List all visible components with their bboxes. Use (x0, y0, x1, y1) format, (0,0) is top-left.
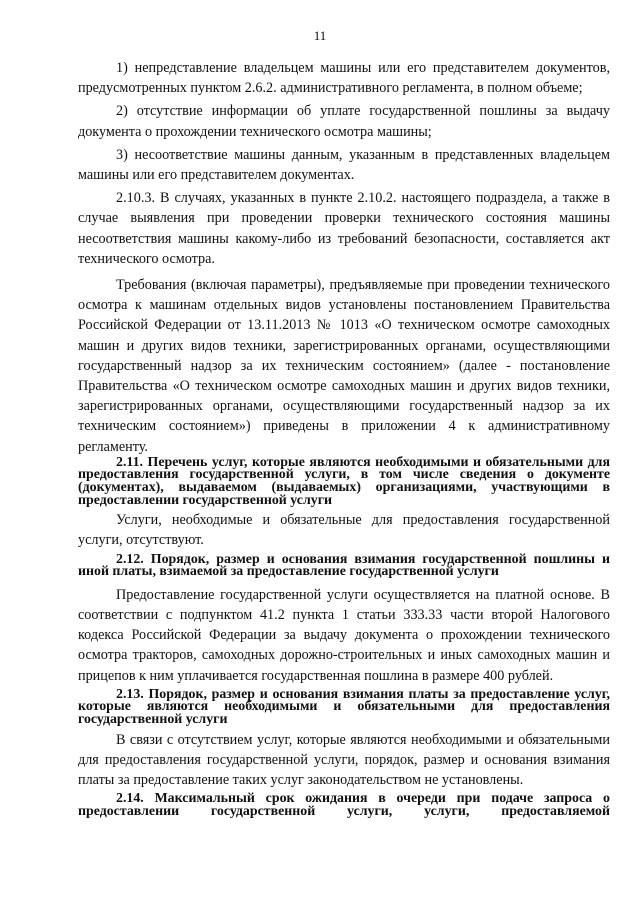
list-item-2: 2) отсутствие информации об уплате государственной пошлины за выдачу документа о прохождении технического осмотра машины; (78, 103, 610, 140)
document-body (78, 58, 610, 818)
section-heading-2-13: 2.13. Порядок, размер и основания взимания платы за предоставление услуг, которые являются необходимыми и обязательными для предоставления государственной услуги (78, 686, 610, 728)
paragraph-requirements: Требования (включая параметры), предъявляемые при проведении технического осмотра к машинам отдельных видов установлены постановлением Правительства Российской Федерации от 13.11.2013 № 1013 «О техническом осмотре самоходных машин и других видов техники, зарегистрированных органами, осуществляющими государственный надзор за их техническим состоянием» (далее - постановление Правительства «О техническом осмотре самоходных машин и других видов техники, зарегистрированных органами, осуществляющими государственный надзор за их техническим состоянием») приведены в приложении 4 к административному регламенту. (78, 277, 610, 455)
paragraph-2-12: Предоставление государственной услуги осуществляется на платной основе. В соответствии с подпунктом 41.2 пункта 1 статьи 333.33 части второй Налогового кодекса Российской Федерации за выдачу документа о прохождении технического осмотра тракторов, самоходных дорожно-строительных и иных самоходных машин и прицепов к ним уплачивается государственная пошлина в размере 400 рублей. (78, 586, 610, 684)
paragraph-2-10-3: 2.10.3. В случаях, указанных в пункте 2.10.2. настоящего подраздела, а также в случае выявления при проведении проверки технического состояния машины несоответствия машины какому-либо из требований безопасности, составляется акт технического осмотра. (78, 190, 610, 267)
section-heading-2-11: 2.11. Перечень услуг, которые являются необходимыми и обязательными для предоставления государственной услуги, в том числе сведения о документе (документах), выдаваемом (выдаваемых) организациями, участвующими в предоставлении государственной услуги (78, 454, 610, 508)
list-item-3: 3) несоответствие машины данным, указанным в представленных владельцем машины или его представителем документах. (78, 146, 610, 184)
list-item-1: 1) непредставление владельцем машины или его представителем документов, предусмотренных пунктом 2.6.2. административного регламента, в полном объеме; (78, 60, 610, 97)
paragraph-2-11: Услуги, необходимые и обязательные для предоставления государственной услуги, отсутствуют. (78, 512, 610, 549)
page-number: 11 (313, 28, 327, 43)
paragraph-2-13: В связи с отсутствием услуг, которые являются необходимыми и обязательными для предоставления государственной услуги, порядок, размер и основания взимания платы за предоставление таких услуг законодательством не установлены. (78, 731, 610, 789)
section-heading-2-12: 2.12. Порядок, размер и основания взимания государственной пошлины и иной платы, взимаемой за предоставление государственной услуги (78, 551, 610, 580)
section-heading-2-14: 2.14. Максимальный срок ожидания в очереди при подаче запроса о предоставлении государственной услуги, услуги, предоставляемой (78, 791, 610, 819)
